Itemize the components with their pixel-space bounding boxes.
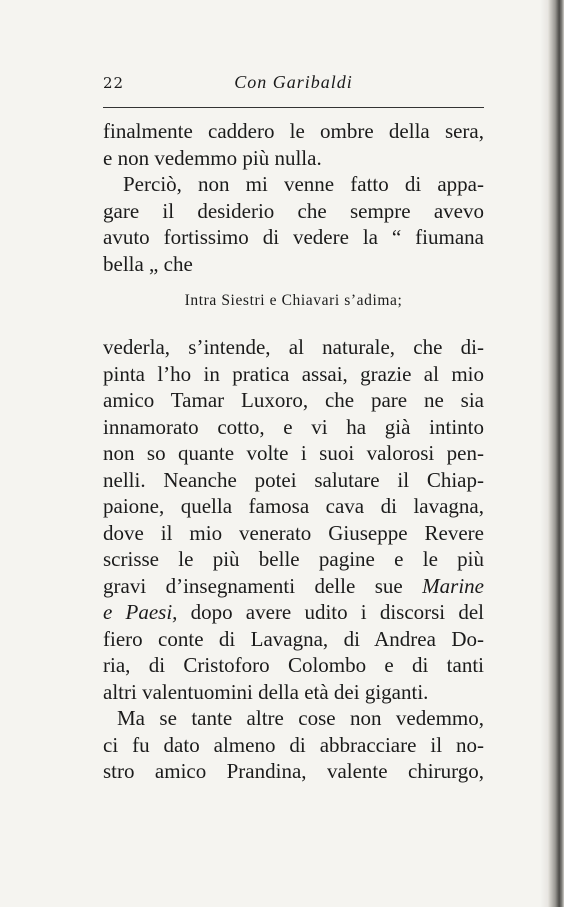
text-line: vederla, s’intende, al naturale, che di- bbox=[103, 335, 484, 359]
header-rule bbox=[103, 107, 484, 108]
text-line: paione, quella famosa cava di lavagna, bbox=[103, 494, 484, 518]
text-line: stro amico Prandina, valente chirurgo, bbox=[103, 759, 484, 783]
text-block-top bbox=[103, 118, 484, 277]
text-line: dove il mio venerato Giuseppe Revere bbox=[103, 520, 484, 545]
italic-title: Marine bbox=[422, 573, 484, 598]
text-line: innamorato cotto, e vi ha già intinto bbox=[103, 414, 484, 439]
text-fragment: dopo avere udito i discorsi del bbox=[177, 600, 484, 624]
verse-quote: Intra Siestri e Chiavari s’adima; bbox=[184, 292, 403, 309]
text-line: ria, di Cristoforo Colombo e di tanti bbox=[103, 653, 484, 677]
text-line: e non vedemmo più nulla. bbox=[103, 145, 322, 170]
text-block-main bbox=[103, 334, 484, 785]
text-line: finalmente caddero le ombre della sera, bbox=[103, 119, 484, 143]
text-line: altri valentuomini della età dei giganti. bbox=[103, 679, 429, 704]
text-line: gare il desiderio che sempre avevo bbox=[103, 198, 484, 223]
text-line: scrisse le più belle pagine e le più bbox=[103, 547, 484, 571]
text-line: ci fu dato almeno di abbracciare il no- bbox=[103, 732, 484, 757]
text-fragment: gravi d’insegnamenti delle sue bbox=[103, 573, 423, 598]
text-line: non so quante volte i suoi valorosi pen- bbox=[103, 441, 484, 465]
text-line: nelli. Neanche potei salutare il Chiap- bbox=[103, 467, 484, 492]
text-line: avuto fortissimo di vedere la “ fiumana bbox=[103, 225, 484, 249]
text-line: Ma se tante altre cose non vedemmo, bbox=[117, 706, 484, 730]
page-number: 22 bbox=[103, 74, 125, 92]
text-line bbox=[103, 599, 484, 626]
text-line: fiero conte di Lavagna, di Andrea Do- bbox=[103, 626, 484, 651]
page-header bbox=[103, 66, 484, 96]
book-spine-edge bbox=[548, 0, 564, 907]
page-gutter-shadow bbox=[540, 0, 548, 907]
running-title: Con Garibaldi bbox=[234, 72, 353, 92]
text-line: Perciò, non mi venne fatto di appa- bbox=[123, 172, 484, 196]
text-line: bella „ che bbox=[103, 251, 193, 276]
italic-title: e Paesi, bbox=[103, 600, 178, 624]
text-line: pinta l’ho in pratica assai, grazie al mio bbox=[103, 361, 484, 386]
text-line bbox=[103, 573, 484, 600]
text-line: amico Tamar Luxoro, che pare ne sia bbox=[103, 388, 484, 412]
